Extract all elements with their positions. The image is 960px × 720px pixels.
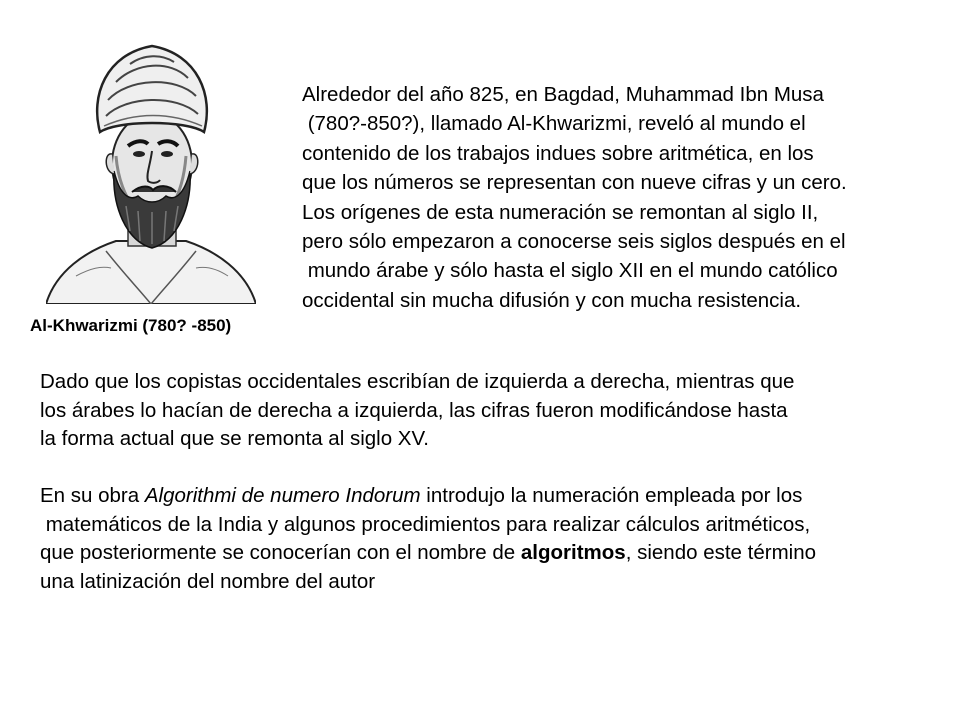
paragraph-line: Dado que los copistas occidentales escribían de izquierda a derecha, mientras que	[40, 370, 795, 393]
intro-line: mundo árabe y sólo hasta el siglo XII en el mundo católico	[302, 259, 838, 283]
paragraph-line: los árabes lo hacían de derecha a izquierda, las cifras fueron modificándose hasta	[40, 398, 788, 422]
paragraph-line	[40, 539, 955, 568]
portrait-drawing	[46, 36, 256, 304]
text-segment: que posteriormente se conocerían con el nombre de	[40, 541, 521, 564]
intro-line: Alrededor del año 825, en Bagdad, Muhammad Ibn Musa	[302, 83, 824, 106]
paragraph-line: la forma actual que se remonta al siglo XV.	[40, 427, 429, 450]
intro-line: que los números se representan con nueve cifras y un cero.	[302, 171, 847, 195]
copyists-paragraph	[40, 368, 955, 454]
intro-line: contenido de los trabajos indues sobre aritmética, en los	[302, 141, 814, 165]
portrait-caption: Al-Khwarizmi (780? -850)	[30, 316, 232, 335]
intro-line: occidental sin mucha difusión y con mucha resistencia.	[302, 288, 802, 312]
intro-line: pero sólo empezaron a conocerse seis siglos después en el	[302, 230, 846, 254]
highlighted-term: algoritmos	[520, 541, 626, 564]
text-segment: En su obra	[40, 484, 145, 507]
paragraph-line: matemáticos de la India y algunos procedimientos para realizar cálculos aritméticos,	[40, 512, 811, 536]
algorithms-paragraph	[40, 482, 955, 596]
paragraph-line	[40, 482, 955, 511]
paragraph-line: una latinización del nombre del autor	[40, 569, 376, 593]
intro-line: Los orígenes de esta numeración se remontan al siglo II,	[302, 200, 819, 224]
book-title: Algorithmi de numero Indorum	[144, 484, 421, 507]
text-segment: introdujo la numeración empleada por los	[420, 484, 803, 507]
portrait-illustration	[46, 36, 256, 304]
text-segment: , siendo este término	[625, 541, 816, 564]
intro-line: (780?-850?), llamado Al-Khwarizmi, reveló al mundo el	[302, 112, 806, 136]
intro-paragraph	[302, 80, 952, 315]
